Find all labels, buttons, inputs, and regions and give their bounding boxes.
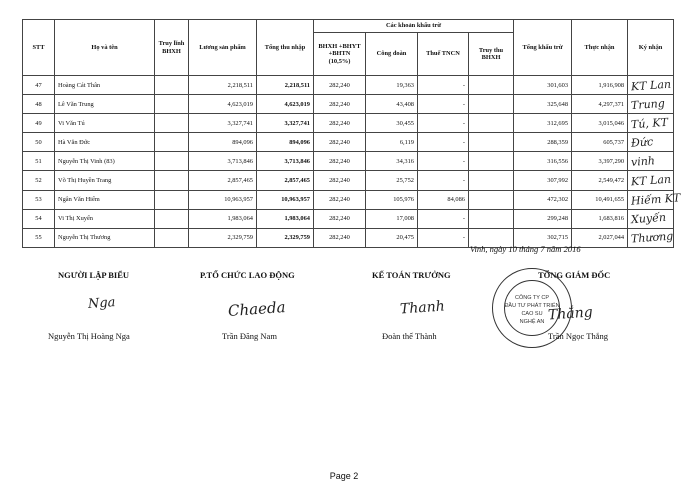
cell-union: 25,752 [366,171,418,190]
cell-salary: 4,623,019 [189,95,257,114]
cell-stt: 55 [23,228,55,247]
table-row [23,76,674,95]
cell-salary: 3,713,846 [189,152,257,171]
cell-arrears [155,114,189,133]
hr-title: P.TỔ CHỨC LAO ĐỘNG [200,270,295,280]
cell-net: 1,916,908 [572,76,628,95]
header-stt: STT [23,20,55,76]
cell-sign [628,133,674,152]
cell-salary: 3,327,741 [189,114,257,133]
cell-name: Nguyễn Thị Vinh (83) [55,152,155,171]
header-name: Họ và tên [55,20,155,76]
cell-deduct: 472,302 [514,190,572,209]
cell-pit: - [418,76,469,95]
cell-sign [628,76,674,95]
cell-deduct: 301,603 [514,76,572,95]
cell-collect [469,76,514,95]
place-date: Vinh, ngày 10 tháng 7 năm 2016 [470,244,581,254]
hr-signature: Chaeda [227,298,287,320]
cell-salary: 2,857,465 [189,171,257,190]
cell-arrears [155,209,189,228]
cell-sign [628,209,674,228]
cell-deduct: 316,556 [514,152,572,171]
seal-line-2: ĐẦU TƯ PHÁT TRIỂN [504,303,560,309]
cell-collect [469,114,514,133]
cell-sign [628,152,674,171]
cell-net: 10,491,655 [572,190,628,209]
header-collect-bhxh: Truy thu BHXH [469,33,514,76]
cell-union: 30,455 [366,114,418,133]
seal-line-3: CAO SU [521,311,543,317]
cell-deduct: 312,695 [514,114,572,133]
cell-deduct: 302,715 [514,228,572,247]
preparer-name: Nguyễn Thị Hoàng Nga [48,331,130,341]
cell-name: Ngân Văn Hiếm [55,190,155,209]
handwritten-signature: KT Lan [630,77,672,93]
cell-arrears [155,152,189,171]
cell-total: 3,327,741 [257,114,314,133]
cell-stt: 53 [23,190,55,209]
cell-union: 105,976 [366,190,418,209]
table-row [23,171,674,190]
header-deductions-group: Các khoản khấu trừ [314,20,514,33]
cell-sign [628,228,674,247]
cell-total: 1,983,064 [257,209,314,228]
accountant-name: Đoàn thế Thành [382,331,437,341]
cell-union: 19,363 [366,76,418,95]
cell-pit: - [418,95,469,114]
cell-insurance: 282,240 [314,190,366,209]
table-row [23,114,674,133]
handwritten-signature: vinh [630,154,656,169]
cell-insurance: 282,240 [314,76,366,95]
cell-net: 2,027,044 [572,228,628,247]
cell-pit: - [418,228,469,247]
cell-name: Lê Văn Trung [55,95,155,114]
header-union: Công đoàn [366,33,418,76]
cell-total: 2,218,511 [257,76,314,95]
cell-deduct: 288,359 [514,133,572,152]
handwritten-signature: Hiếm KT [630,191,681,208]
cell-sign [628,114,674,133]
cell-collect [469,133,514,152]
cell-union: 43,408 [366,95,418,114]
header-arrears-bhxh: Truy lĩnh BHXH [155,20,189,76]
cell-insurance: 282,240 [314,95,366,114]
cell-name: Nguyễn Thị Thương [55,228,155,247]
cell-pit: - [418,152,469,171]
cell-insurance: 282,240 [314,133,366,152]
cell-collect [469,190,514,209]
cell-salary: 1,983,064 [189,209,257,228]
seal-line-4: NGHỆ AN [519,319,545,325]
cell-sign [628,95,674,114]
cell-stt: 47 [23,76,55,95]
cell-union: 20,475 [366,228,418,247]
cell-deduct: 307,992 [514,171,572,190]
cell-sign [628,171,674,190]
cell-name: Vi Văn Tú [55,114,155,133]
cell-total: 894,096 [257,133,314,152]
cell-stt: 50 [23,133,55,152]
cell-insurance: 282,240 [314,228,366,247]
handwritten-signature: Thương [630,229,674,246]
cell-stt: 51 [23,152,55,171]
table-row [23,95,674,114]
cell-net: 1,683,816 [572,209,628,228]
cell-insurance: 282,240 [314,152,366,171]
cell-collect [469,152,514,171]
cell-total: 10,963,957 [257,190,314,209]
cell-salary: 2,218,511 [189,76,257,95]
cell-salary: 2,329,759 [189,228,257,247]
cell-insurance: 282,240 [314,171,366,190]
cell-collect [469,95,514,114]
cell-union: 34,316 [366,152,418,171]
cell-name: Võ Thị Huyền Trang [55,171,155,190]
cell-union: 17,008 [366,209,418,228]
cell-union: 6,119 [366,133,418,152]
cell-total: 2,329,759 [257,228,314,247]
header-total-deductions: Tổng khấu trừ [514,20,572,76]
cell-salary: 894,096 [189,133,257,152]
cell-total: 3,713,846 [257,152,314,171]
cell-pit: - [418,171,469,190]
header-total-income: Tổng thu nhập [257,20,314,76]
cell-pit: 84,086 [418,190,469,209]
cell-total: 2,857,465 [257,171,314,190]
cell-net: 4,297,371 [572,95,628,114]
cell-arrears [155,228,189,247]
cell-deduct: 325,648 [514,95,572,114]
header-insurance: BHXH +BHYT +BHTN (10,5%) [314,33,366,76]
table-row [23,190,674,209]
header-net-pay: Thực nhận [572,20,628,76]
cell-pit: - [418,114,469,133]
handwritten-signature: Xuyến [630,210,667,227]
header-signature: Ký nhận [628,20,674,76]
cell-total: 4,623,019 [257,95,314,114]
cell-collect [469,171,514,190]
cell-stt: 49 [23,114,55,133]
cell-net: 3,397,290 [572,152,628,171]
handwritten-signature: Tú, KT [630,115,669,132]
cell-arrears [155,190,189,209]
cell-arrears [155,133,189,152]
cell-net: 2,549,472 [572,171,628,190]
cell-deduct: 299,248 [514,209,572,228]
cell-stt: 54 [23,209,55,228]
handwritten-signature: Trung [630,96,666,112]
handwritten-signature: Đức [630,135,654,150]
preparer-title: NGƯỜI LẬP BIỂU [58,270,130,280]
handwritten-signature: KT Lan [630,172,672,189]
cell-arrears [155,95,189,114]
page-number: Page 2 [329,471,359,481]
accountant-title: KẾ TOÁN TRƯỞNG [372,270,451,280]
hr-name: Trần Đăng Nam [222,331,277,341]
cell-arrears [155,171,189,190]
cell-salary: 10,963,957 [189,190,257,209]
table-row [23,152,674,171]
cell-name: Vi Thị Xuyến [55,209,155,228]
seal-line-1: CÔNG TY CP [514,295,550,301]
director-name: Trần Ngọc Thắng [548,331,608,341]
cell-pit: - [418,209,469,228]
preparer-signature: Nga [87,295,116,312]
accountant-signature: Thanh [399,298,446,318]
cell-insurance: 282,240 [314,114,366,133]
payroll-table [22,19,681,248]
cell-insurance: 282,240 [314,209,366,228]
cell-arrears [155,76,189,95]
cell-net: 3,015,046 [572,114,628,133]
cell-collect [469,209,514,228]
payroll-rows [23,76,681,248]
cell-sign [628,190,681,209]
cell-stt: 48 [23,95,55,114]
table-row [23,133,674,152]
cell-stt: 52 [23,171,55,190]
header-product-salary: Lương sản phẩm [189,20,257,76]
cell-pit: - [418,133,469,152]
director-signature: Thắng [547,304,594,324]
table-row [23,209,674,228]
cell-name: Hà Văn Đức [55,133,155,152]
director-title: TỔNG GIÁM ĐỐC [538,270,611,280]
header-pit: Thuế TNCN [418,33,469,76]
cell-name: Hoàng Cát Thân [55,76,155,95]
cell-net: 605,737 [572,133,628,152]
